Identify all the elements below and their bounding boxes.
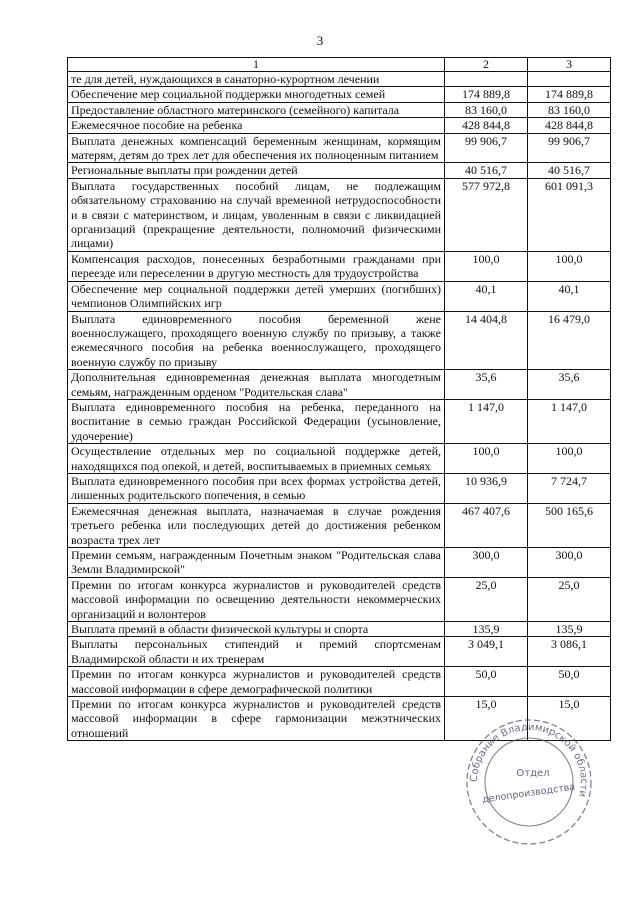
- table-row: [68, 118, 611, 133]
- row-value-col2: 10 936,9: [445, 473, 528, 503]
- svg-text:Собрание Владимирской области: Собрание Владимирской области: [468, 721, 590, 798]
- row-label: Предоставление областного материнского (семейного) капитала: [68, 102, 445, 117]
- row-value-col2: 1 147,0: [445, 399, 528, 443]
- row-value-col3: 500 165,6: [528, 503, 611, 547]
- row-label: Ежемесячное пособие на ребенка: [68, 118, 445, 133]
- svg-text:делопроизводства: делопроизводства: [481, 781, 576, 806]
- table-row: [68, 622, 611, 637]
- row-label: Компенсация расходов, понесенных безработными гражданами при переезде или переселении в другую местность для трудоустройства: [68, 251, 445, 281]
- row-value-col2: 14 404,8: [445, 311, 528, 370]
- row-value-col2: 50,0: [445, 667, 528, 697]
- svg-text:Отдел: Отдел: [516, 768, 550, 779]
- row-value-col3: 174 889,8: [528, 87, 611, 102]
- row-value-col2: 174 889,8: [445, 87, 528, 102]
- row-value-col3: 99 906,7: [528, 133, 611, 163]
- row-value-col3: 15,0: [528, 697, 611, 741]
- header-col-1: 1: [68, 58, 445, 72]
- row-value-col2: 25,0: [445, 577, 528, 621]
- table-row: [68, 178, 611, 251]
- header-col-2: 2: [445, 58, 528, 72]
- table-header-row: [68, 58, 611, 72]
- header-col-3: 3: [528, 58, 611, 72]
- row-value-col2: [445, 72, 528, 87]
- table-row: [68, 281, 611, 311]
- budget-table: [67, 57, 611, 741]
- row-value-col2: 428 844,8: [445, 118, 528, 133]
- row-label: те для детей, нуждающихся в санаторно-курортном лечении: [68, 72, 445, 87]
- row-label: Дополнительная единовременная денежная выплата многодетным семьям, награжденным орденом "Родительская слава": [68, 370, 445, 400]
- row-value-col3: 3 086,1: [528, 637, 611, 667]
- table-row: [68, 72, 611, 87]
- table-row: [68, 548, 611, 578]
- row-value-col2: 300,0: [445, 548, 528, 578]
- row-value-col3: [528, 72, 611, 87]
- row-label: Региональные выплаты при рождении детей: [68, 163, 445, 178]
- row-value-col2: 467 407,6: [445, 503, 528, 547]
- row-label: Премии по итогам конкурса журналистов и руководителей средств массовой информации в сфере гармонизации межэтнических отношений: [68, 697, 445, 741]
- row-value-col2: 40,1: [445, 281, 528, 311]
- row-value-col3: 16 479,0: [528, 311, 611, 370]
- row-label: Премии по итогам конкурса журналистов и руководителей средств массовой информации по освещению деятельности некоммерческих организаций и волонтеров: [68, 577, 445, 621]
- row-label: Выплата единовременного пособия беременной жене военнослужащего, проходящего военную службу по призыву, а также ежемесячного пособия на ребенка военнослужащего, проходящего военную службу по призыву: [68, 311, 445, 370]
- row-label: Выплата единовременного пособия на ребенка, переданного на воспитание в семью граждан Российской Федерации (усыновление, удочерение): [68, 399, 445, 443]
- row-value-col3: 40,1: [528, 281, 611, 311]
- row-value-col2: 35,6: [445, 370, 528, 400]
- table-row: [68, 637, 611, 667]
- row-label: Выплата денежных компенсаций беременным женщинам, кормящим матерям, детям до трех лет для обеспечения их полноценным питанием: [68, 133, 445, 163]
- row-label: Выплата государственных пособий лицам, не подлежащим обязательному страхованию на случай временной нетрудоспособности и в связи с материнством, и лицам, уволенным в связи с ликвидацией организаций (прекращение деятельности, полномочий физическими лицами): [68, 178, 445, 251]
- row-value-col2: 577 972,8: [445, 178, 528, 251]
- row-label: Выплата премий в области физической культуры и спорта: [68, 622, 445, 637]
- row-value-col3: 83 160,0: [528, 102, 611, 117]
- row-value-col3: 428 844,8: [528, 118, 611, 133]
- row-value-col3: 300,0: [528, 548, 611, 578]
- row-value-col2: 40 516,7: [445, 163, 528, 178]
- table-row: [68, 444, 611, 474]
- row-value-col2: 100,0: [445, 251, 528, 281]
- table-row: [68, 251, 611, 281]
- row-value-col3: 40 516,7: [528, 163, 611, 178]
- table-row: [68, 102, 611, 117]
- row-value-col3: 100,0: [528, 251, 611, 281]
- table-row: [68, 503, 611, 547]
- row-value-col2: 15,0: [445, 697, 528, 741]
- row-label: Премии семьям, награжденным Почетным знаком "Родительская слава Земли Владимирской": [68, 548, 445, 578]
- row-label: Обеспечение мер социальной поддержки многодетных семей: [68, 87, 445, 102]
- row-value-col2: 135,9: [445, 622, 528, 637]
- row-value-col3: 601 091,3: [528, 178, 611, 251]
- row-value-col2: 99 906,7: [445, 133, 528, 163]
- row-value-col3: 135,9: [528, 622, 611, 637]
- row-value-col3: 100,0: [528, 444, 611, 474]
- table-row: [68, 399, 611, 443]
- row-value-col2: 83 160,0: [445, 102, 528, 117]
- row-label: Премии по итогам конкурса журналистов и руководителей средств массовой информации в сфере демографической политики: [68, 667, 445, 697]
- row-label: Ежемесячная денежная выплата, назначаемая в случае рождения третьего ребенка или последующих детей до достижения ребенком возраста трех лет: [68, 503, 445, 547]
- table-row: [68, 697, 611, 741]
- row-label: Осуществление отдельных мер по социальной поддержке детей, находящихся под опекой, и детей, воспитываемых в приемных семьях: [68, 444, 445, 474]
- row-value-col2: 100,0: [445, 444, 528, 474]
- table-row: [68, 577, 611, 621]
- page-number: 3: [316, 33, 324, 48]
- table-row: [68, 133, 611, 163]
- table-row: [68, 163, 611, 178]
- table-row: [68, 667, 611, 697]
- row-value-col3: 7 724,7: [528, 473, 611, 503]
- row-value-col3: 1 147,0: [528, 399, 611, 443]
- row-value-col3: 50,0: [528, 667, 611, 697]
- row-value-col3: 35,6: [528, 370, 611, 400]
- table-row: [68, 311, 611, 370]
- row-label: Обеспечение мер социальной поддержки детей умерших (погибших) чемпионов Олимпийских игр: [68, 281, 445, 311]
- row-value-col3: 25,0: [528, 577, 611, 621]
- row-label: Выплаты персональных стипендий и премий спортсменам Владимирской области и их тренерам: [68, 637, 445, 667]
- row-value-col2: 3 049,1: [445, 637, 528, 667]
- table-row: [68, 370, 611, 400]
- table-row: [68, 87, 611, 102]
- table-row: [68, 473, 611, 503]
- row-label: Выплата единовременного пособия при всех формах устройства детей, лишенных родительского попечения, в семью: [68, 473, 445, 503]
